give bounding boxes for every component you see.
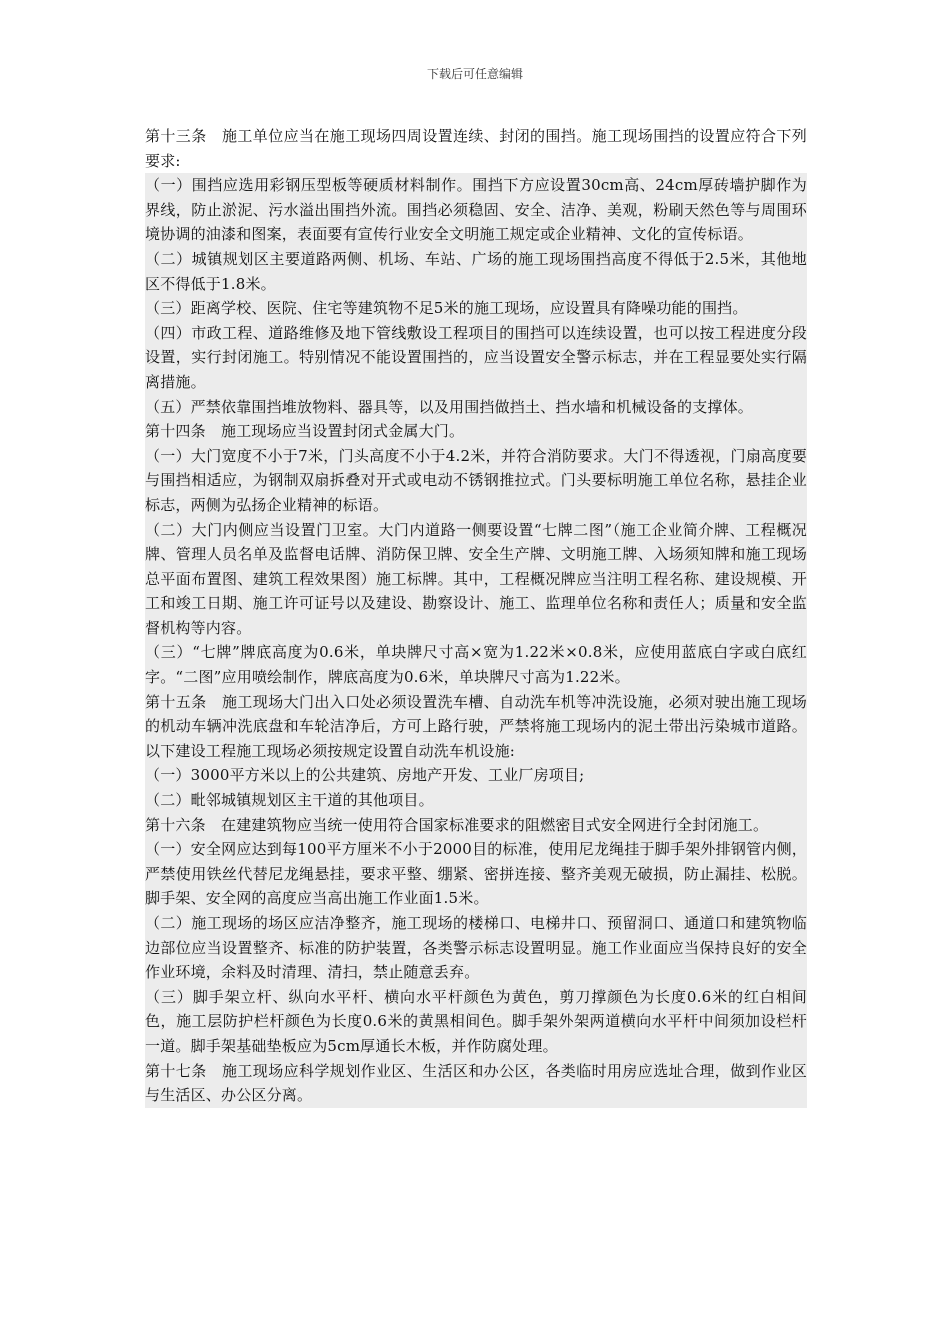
article-16-item-1: （一）安全网应达到每100平方厘米不小于2000目的标准，使用尼龙绳挂于脚手架外排钢管内侧，严禁使用铁丝代替尼龙绳悬挂，要求平整、绷紧、密拼连接、整齐美观无破损，防止漏挂、松脱。脚手架、安全网的高度应当高出施工作业面1.5米。 [145, 837, 807, 911]
article-14-item-1: （一）大门宽度不小于7米，门头高度不小于4.2米，并符合消防要求。大门不得透视，门扇高度要与围挡相适应，为钢制双扇拆叠对开式或电动不锈钢推拉式。门头要标明施工单位名称，悬挂企业标志，两侧为弘扬企业精神的标语。 [145, 444, 807, 518]
article-13-item-1: （一）围挡应选用彩钢压型板等硬质材料制作。围挡下方应设置30cm高、24cm厚砖墙护脚作为界线，防止淤泥、污水溢出围挡外流。围挡必须稳固、安全、洁净、美观，粉刷天然色等与周围环境协调的油漆和图案，表面要有宣传行业安全文明施工规定或企业精神、文化的宣传标语。 [145, 173, 807, 247]
article-13: 第十三条 施工单位应当在施工现场四周设置连续、封闭的围挡。施工现场围挡的设置应符合下列要求: [145, 127, 807, 170]
article-14: 第十四条 施工现场应当设置封闭式金属大门。 [145, 419, 807, 444]
article-16-item-3: （三）脚手架立杆、纵向水平杆、横向水平杆颜色为黄色，剪刀撑颜色为长度0.6米的红白相间色，施工层防护栏杆颜色为长度0.6米的黄黑相间色。脚手架外架两道横向水平杆中间须加设栏杆一道。脚手架基础垫板应为5cm厚通长木板，并作防腐处理。 [145, 985, 807, 1059]
article-13-item-3: （三）距离学校、医院、住宅等建筑物不足5米的施工现场，应设置具有降噪功能的围挡。 [145, 296, 807, 321]
article-14-item-2: （二）大门内侧应当设置门卫室。大门内道路一侧要设置“七牌二图”（施工企业简介牌、工程概况牌、管理人员名单及监督电话牌、消防保卫牌、安全生产牌、文明施工牌、入场须知牌和施工现场总平面布置图、建筑工程效果图）施工标牌。其中，工程概况牌应当注明工程名称、建设规模、开工和竣工日期、施工许可证号以及建设、勘察设计、施工、监理单位名称和责任人；质量和安全监督机构等内容。 [145, 518, 807, 641]
article-13-item-4: （四）市政工程、道路维修及地下管线敷设工程项目的围挡可以连续设置，也可以按工程进度分段设置，实行封闭施工。特别情况不能设置围挡的，应当设置安全警示标志，并在工程显要处实行隔离措施。 [145, 321, 807, 395]
page-header-note: 下载后可任意编辑 [426, 67, 523, 81]
article-16: 第十六条 在建建筑物应当统一使用符合国家标准要求的阻燃密目式安全网进行全封闭施工。 [145, 813, 807, 838]
article-15-item-1: （一）3000平方米以上的公共建筑、房地产开发、工业厂房项目; [145, 763, 807, 788]
article-14-item-3: （三）“七牌”牌底高度为0.6米，单块牌尺寸高×宽为1.22米×0.8米，应使用蓝底白字或白底红字。“二图”应用喷绘制作，牌底高度为0.6米，单块牌尺寸高为1.22米。 [145, 640, 807, 689]
article-13-item-5: （五）严禁依靠围挡堆放物料、器具等，以及用围挡做挡土、挡水墙和机械设备的支撑体。 [145, 395, 807, 420]
article-17: 第十七条 施工现场应科学规划作业区、生活区和办公区，各类临时用房应选址合理，做到作业区与生活区、办公区分离。 [145, 1059, 807, 1108]
article-16-item-2: （二）施工现场的场区应洁净整齐，施工现场的楼梯口、电梯井口、预留洞口、通道口和建筑物临边部位应当设置整齐、标准的防护装置，各类警示标志设置明显。施工作业面应当保持良好的安全作业环境，余料及时清理、清扫，禁止随意丢弃。 [145, 911, 807, 985]
article-15: 第十五条 施工现场大门出入口处必须设置洗车槽、自动洗车机等冲洗设施，必须对驶出施工现场的机动车辆冲洗底盘和车轮洁净后，方可上路行驶，严禁将施工现场内的泥土带出污染城市道路。以下建设工程施工现场必须按规定设置自动洗车机设施: [145, 690, 807, 764]
document-body [145, 124, 807, 1108]
article-15-item-2: （二）毗邻城镇规划区主干道的其他项目。 [145, 788, 807, 813]
article-13-item-2: （二）城镇规划区主要道路两侧、机场、车站、广场的施工现场围挡高度不得低于2.5米，其他地区不得低于1.8米。 [145, 247, 807, 296]
